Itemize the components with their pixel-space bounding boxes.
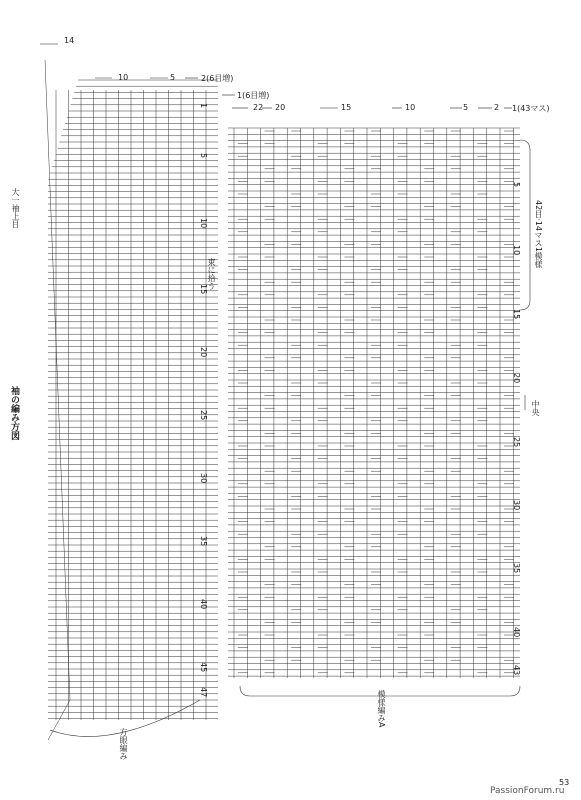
mark-14: 14 (64, 36, 75, 45)
mark-5: 5 (170, 73, 176, 82)
right-col-num: 40 (512, 627, 521, 638)
center-label: 中央 (531, 400, 540, 416)
left-col-num: 10 (199, 218, 208, 229)
right-bracket-label: 42目·14マス1模様 (534, 200, 543, 268)
mark-10-right: 10 (405, 103, 416, 112)
left-col-num: 30 (199, 473, 208, 484)
pattern-a-grid (228, 128, 520, 678)
left-col-num: 40 (199, 599, 208, 610)
watermark: PassionForum.ru (490, 786, 565, 796)
left-col-num: 5 (199, 153, 208, 159)
mark-1-left: 1(6目増) (237, 91, 270, 100)
filet-mesh-grid (45, 60, 218, 740)
right-col-num: 35 (512, 563, 521, 574)
left-col-num: 47 (199, 687, 208, 698)
mark-2: 2(6目増) (201, 74, 234, 83)
left-section-label: 方眼編み (119, 728, 128, 760)
mark-5-right: 5 (463, 103, 469, 112)
match-label: 束に拾う (207, 258, 216, 290)
mark-10: 10 (118, 73, 129, 82)
mark-1-right: 1(43マス) (512, 104, 550, 113)
section-brackets (50, 140, 530, 737)
right-col-num: 25 (512, 437, 521, 448)
page-number: 53 (559, 778, 570, 787)
left-col-num: 25 (199, 410, 208, 421)
mark-2-right: 2 (494, 103, 500, 112)
right-col-num: 5 (512, 182, 521, 188)
mark-20: 20 (275, 103, 286, 112)
left-col-num: 15 (199, 284, 208, 295)
row1-mark: 1 (199, 103, 208, 109)
page-title: 袖の編み方図 (9, 386, 19, 440)
right-col-num: 15 (512, 309, 521, 320)
left-col-num: 35 (199, 536, 208, 547)
left-col-num: 20 (199, 347, 208, 358)
side-label: 大一袖上目 (11, 188, 20, 228)
right-col-num: 20 (512, 373, 521, 384)
mark-15: 15 (341, 103, 352, 112)
left-col-num: 45 (199, 662, 208, 673)
bottom-section-label: 模様編みA (377, 690, 386, 728)
right-col-num: 10 (512, 245, 521, 256)
right-col-num: 30 (512, 500, 521, 511)
right-col-num: 43 (512, 665, 521, 676)
mark-22: 22 (253, 103, 264, 112)
